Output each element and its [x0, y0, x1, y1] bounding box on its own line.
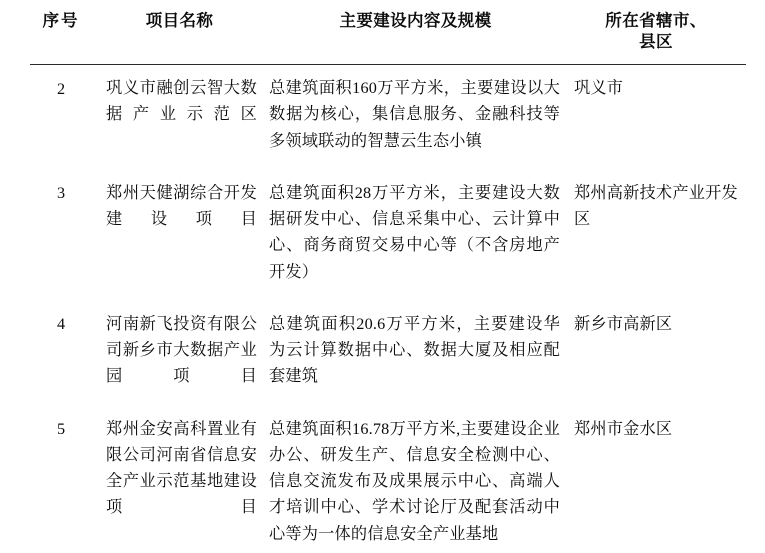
column-header-area [564, 6, 746, 65]
row-project-desc: 总建筑面积28万平方米，主要建设大数据研发中心、信息采集中心、云计算中心、商务商贸交易中心等（不含房地产开发） [269, 183, 560, 281]
table-header [30, 6, 746, 65]
column-header-name: 项目名称 [92, 6, 267, 65]
row-project-area: 郑州市金水区 [574, 419, 673, 438]
row-project-desc: 总建筑面积20.6万平方米，主要建设华为云计算数据中心、数据大厦及相应配套建筑 [269, 314, 560, 386]
row-project-area: 新乡市高新区 [574, 314, 673, 333]
row-project-area: 郑州高新技术产业开发区 [574, 183, 738, 229]
row-project-name: 河南新飞投资有限公司新乡市大数据产业园项目 [106, 314, 257, 386]
column-header-desc: 主要建设内容及规模 [267, 6, 564, 65]
table-body [30, 65, 746, 553]
row-project-area: 巩义市 [574, 79, 624, 98]
row-project-name: 巩义市融创云智大数据产业示范区 [106, 79, 257, 124]
row-project-name: 郑州金安高科置业有限公司河南省信息安全产业示范基地建设项目 [106, 419, 257, 517]
column-header-area-line2: 县区 [639, 32, 673, 52]
row-project-name: 郑州天健湖综合开发建设项目 [106, 183, 257, 229]
row-number: 5 [56, 419, 66, 438]
table-row [30, 160, 746, 291]
row-number: 2 [56, 80, 66, 99]
row-number: 4 [56, 314, 66, 333]
table-row [30, 396, 746, 553]
table-header-row [30, 6, 746, 65]
project-list-table [30, 6, 746, 553]
table-row [30, 65, 746, 160]
table-row [30, 291, 746, 396]
row-project-desc: 总建筑面积16.78万平方米,主要建设企业办公、研发生产、信息安全检测中心、信息交流发布及成果展示中心、高端人才培训中心、学术讨论厅及配套活动中心等为一体的信息安全产业基地 [269, 419, 560, 543]
row-number: 3 [56, 183, 66, 202]
column-header-area-line1: 所在省辖市、 [605, 11, 707, 30]
column-header-no: 序号 [30, 6, 92, 65]
row-project-desc: 总建筑面积160万平方米，主要建设以大数据为核心，集信息服务、金融科技等多领域联动的智慧云生态小镇 [269, 79, 560, 150]
